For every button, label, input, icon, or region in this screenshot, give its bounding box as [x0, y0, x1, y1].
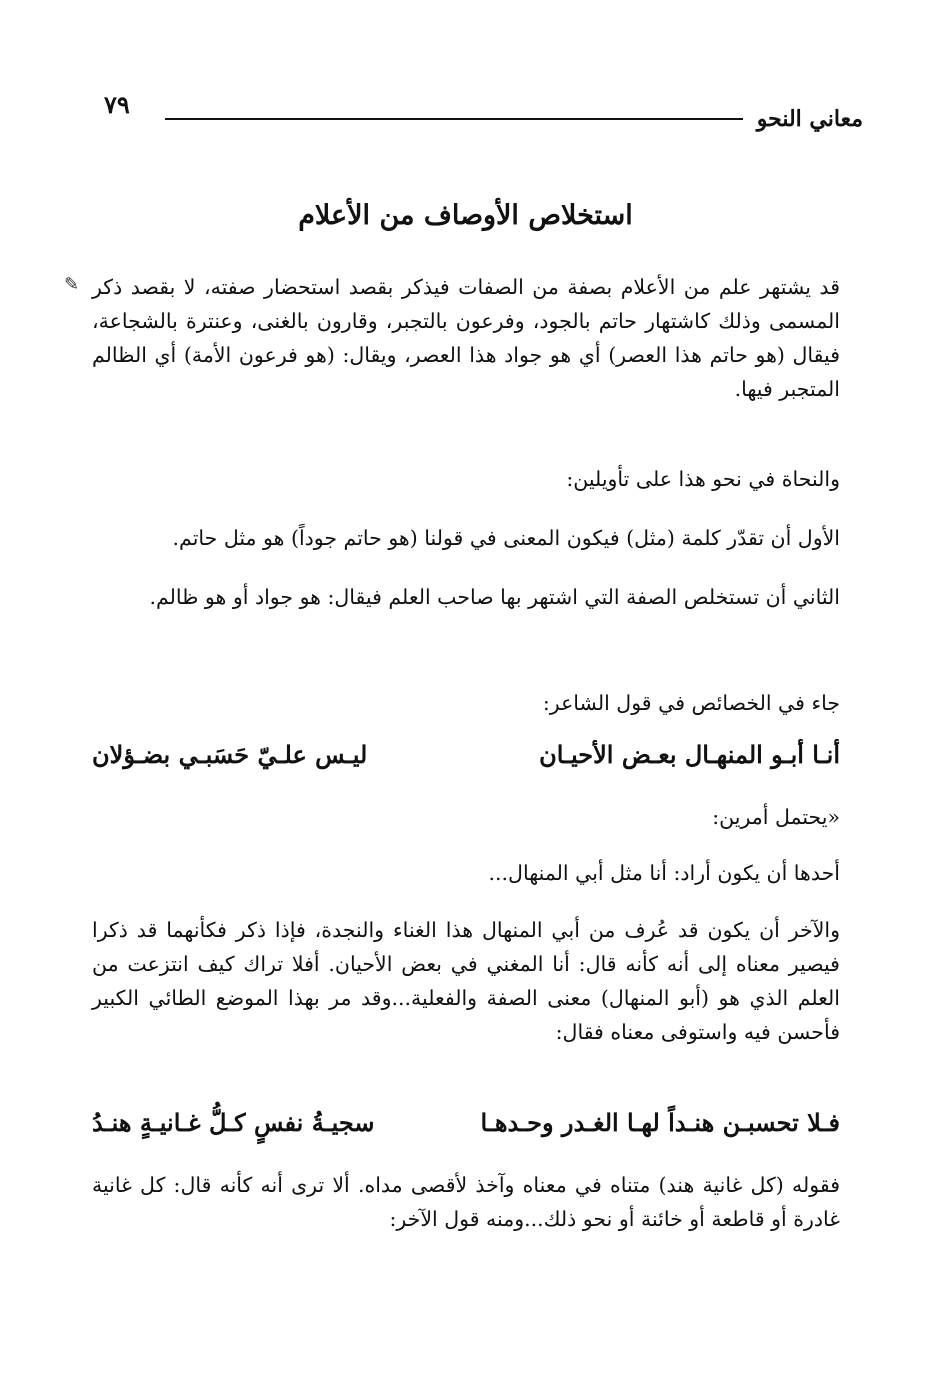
margin-mark-icon: ✎: [64, 274, 80, 295]
paragraph-two-interpretations: والنحاة في نحو هذا على تأويلين:: [566, 467, 840, 491]
paragraph-two-possibilities: «يحتمل أمرين:: [712, 805, 840, 829]
verse-1-first-hemistich: أنـا أبـو المنهـال بعـض الأحيـان: [539, 740, 840, 769]
header-rule: [165, 118, 743, 120]
verse-2-second-hemistich: سجيـةُ نفسٍ كـلُّ غـانيـةٍ هنـدُ: [92, 1108, 375, 1137]
verse-line-2: [92, 1108, 840, 1148]
paragraph-intro: قد يشتهر علم من الأعلام بصفة من الصفات فيذكر بقصد استحضار صفته، لا بقصد ذكر المسمى وذلك كاشتهار حاتم بالجود، وفرعون بالتجبر، وقارون بالغنى، وعنترة بالشجاعة، فيقال (هو حاتم هذا العصر) أي هو جواد هذا العصر، ويقال: (هو فرعون الأمة) أي الظالم المتجبر فيها.: [92, 275, 840, 401]
running-header-title: معاني النحو: [756, 106, 863, 132]
verse-2-first-hemistich: فـلا تحسبـن هنـداً لهـا الغـدر وحـدهـا: [480, 1108, 840, 1137]
page-number: ٧٩: [104, 90, 130, 119]
paragraph-khasais-intro: جاء في الخصائص في قول الشاعر:: [542, 691, 840, 715]
paragraph-first-interpretation: الأول أن تقدّر كلمة (مثل) فيكون المعنى في قولنا (هو حاتم جوداً) هو مثل حاتم.: [172, 526, 840, 550]
paragraph-commentary: فقوله (كل غانية هند) متناه في معناه وآخذ لأقصى مداه. ألا ترى أنه كأنه قال: كل غانية غادرة أو قاطعة أو خائنة أو نحو ذلك...ومنه قول الآخر:: [92, 1173, 840, 1231]
paragraph-second-possibility: والآخر أن يكون قد عُرف من أبي المنهال هذا الغناء والنجدة، فإذا ذكر فكأنهما قد ذكرا فيصير معناه إلى أنه كأنه قال: أنا المغني في بعض الأحيان. أفلا تراك كيف انتزعت من العلم الذي هو (أبو المنهال) معنى الصفة والفعلية...وقد مر بهذا الموضع الطائي الكبير فأحسن فيه واستوفى معناه فقال:: [92, 918, 840, 1044]
verse-1-second-hemistich: ليـس علـيّ حَسَبـي بضـؤلان: [92, 740, 368, 769]
verse-line-1: [92, 740, 840, 780]
paragraph-first-possibility: أحدها أن يكون أراد: أنا مثل أبي المنهال...: [488, 861, 840, 885]
section-title: استخلاص الأوصاف من الأعلام: [298, 200, 633, 231]
paragraph-second-interpretation: الثاني أن تستخلص الصفة التي اشتهر بها صاحب العلم فيقال: هو جواد أو هو ظالم.: [149, 585, 840, 609]
